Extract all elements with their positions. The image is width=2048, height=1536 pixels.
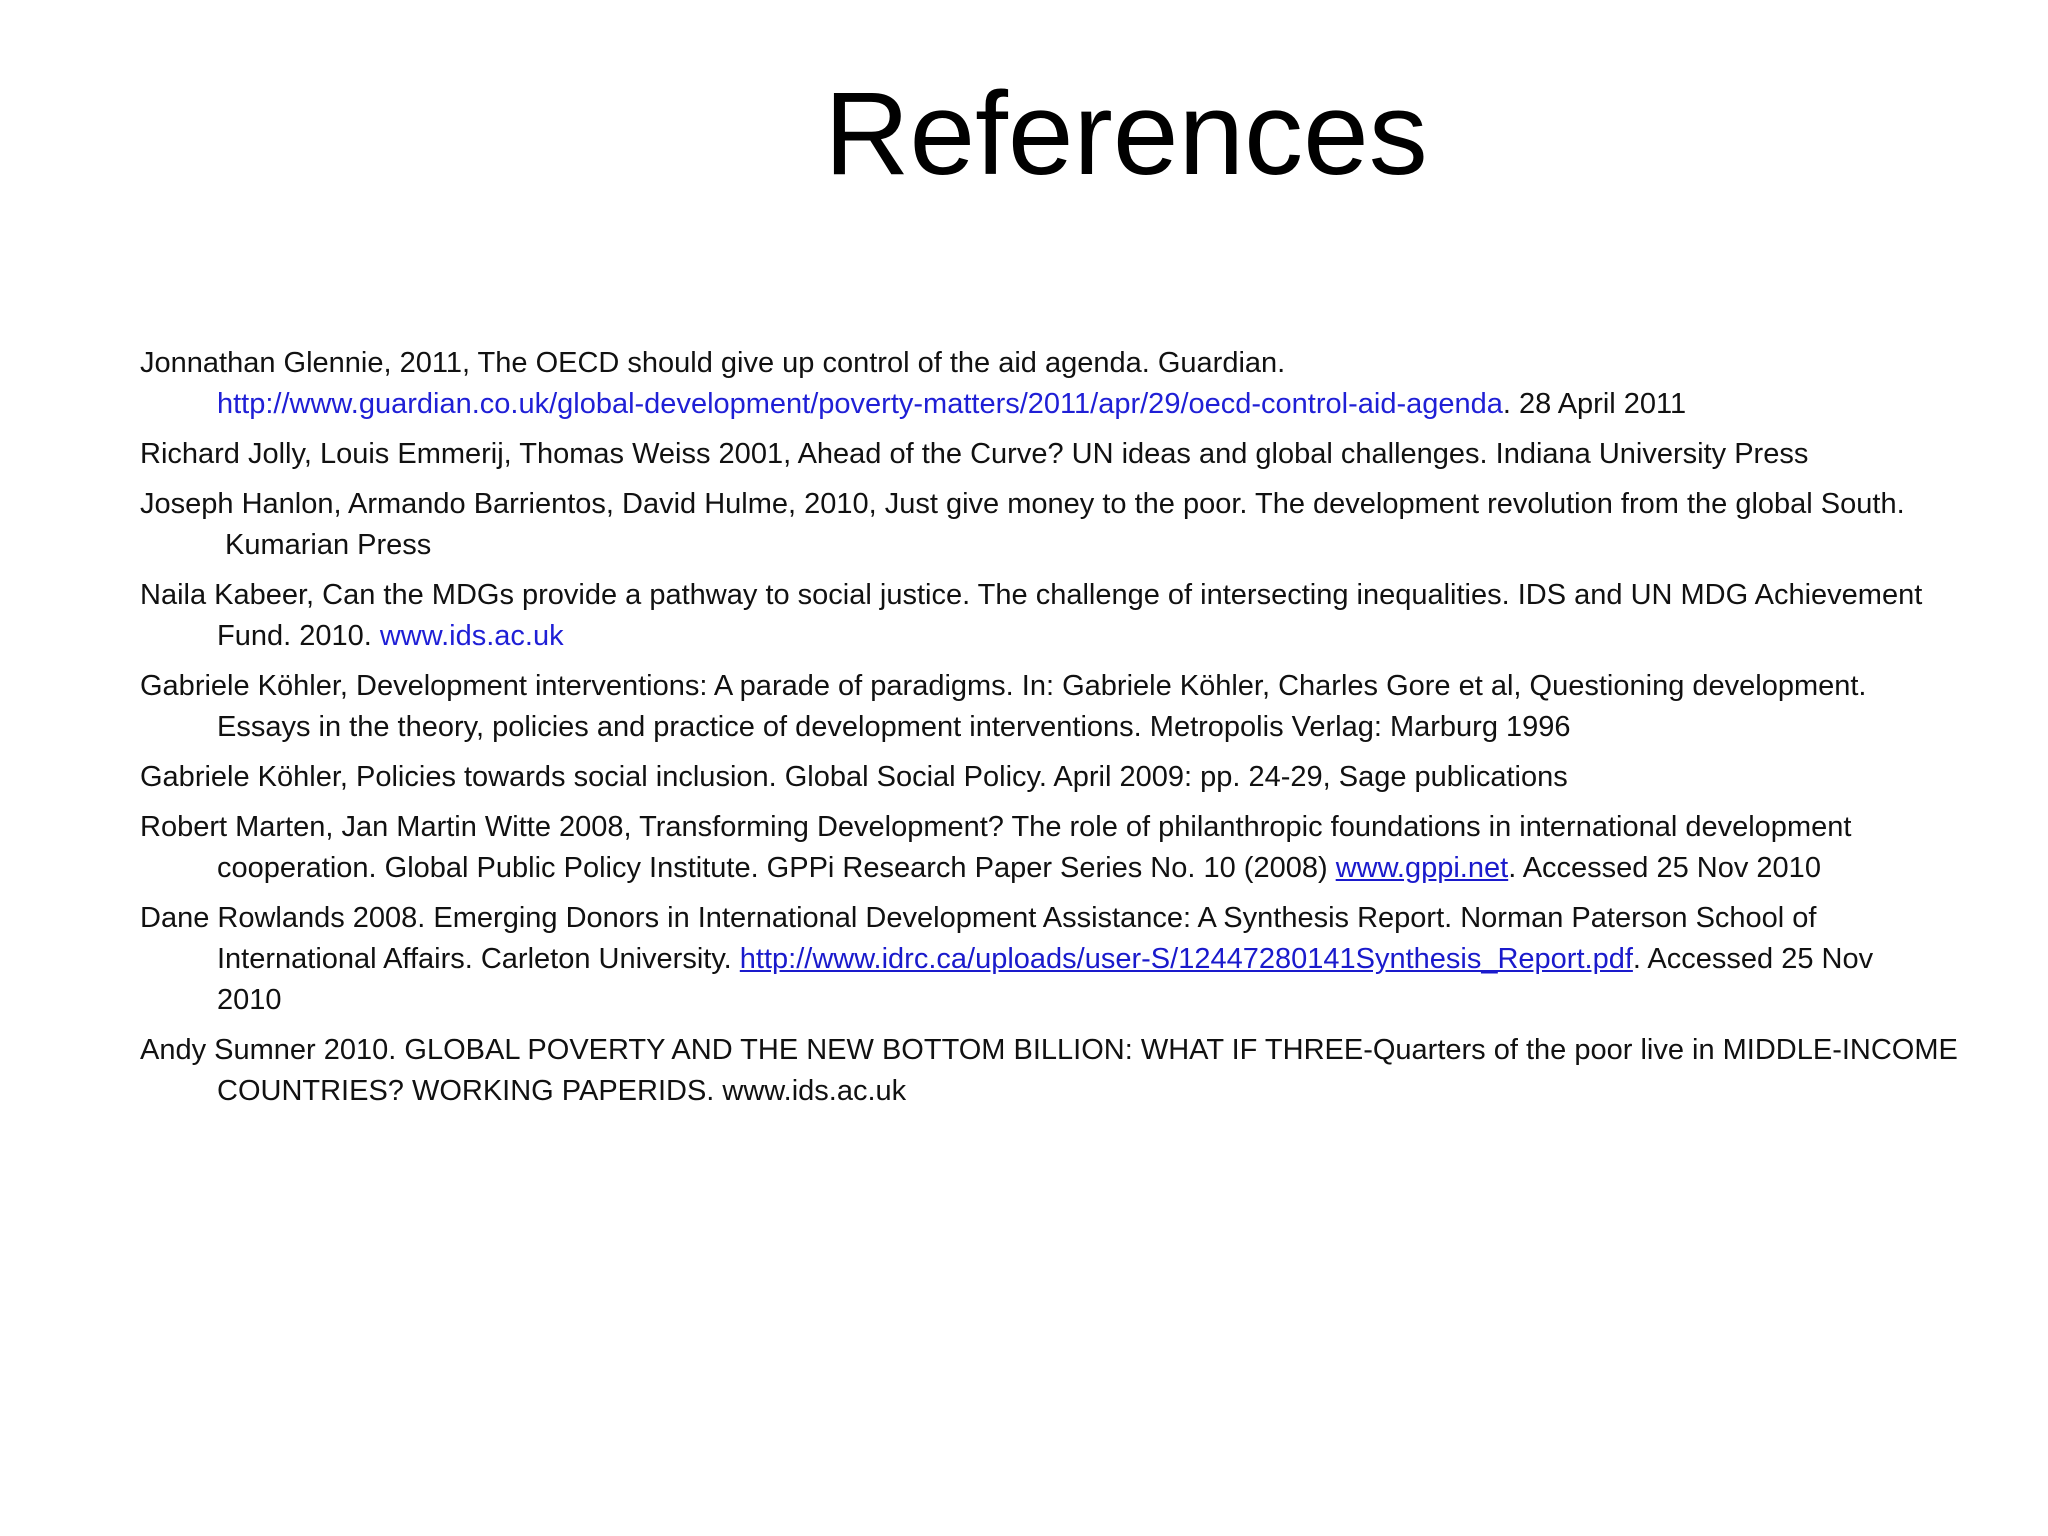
reference-item-marten: [140, 807, 2048, 889]
reference-text: Essays in the theory, policies and practice of development interventions. Metropolis Verlag: Marburg 1996: [217, 711, 1571, 743]
reference-text: Kumarian Press: [225, 529, 432, 561]
reference-text: . 28 April 2011: [1502, 388, 1687, 420]
reference-text: Andy Sumner 2010. GLOBAL POVERTY AND THE NEW BOTTOM BILLION: WHAT IF THREE-Quarters of the poor live in MIDDLE-INCOME: [140, 1034, 1958, 1066]
reference-list: [140, 343, 2048, 1121]
reference-text: 2010: [217, 984, 282, 1016]
reference-text: Joseph Hanlon, Armando Barrientos, David Hulme, 2010, Just give money to the poor. The development revolution from the global South.: [140, 488, 1905, 520]
reference-item-kabeer: [140, 575, 2048, 657]
reference-link-ids[interactable]: www.ids.ac.uk: [379, 620, 564, 652]
reference-text: . Accessed 25 Nov 2010: [1508, 852, 1821, 884]
reference-text: Fund. 2010.: [217, 620, 380, 652]
reference-link-gppi[interactable]: www.gppi.net: [1335, 852, 1509, 884]
reference-text: Gabriele Köhler, Policies towards social inclusion. Global Social Policy. April 2009: pp. 24-29, Sage publications: [140, 761, 1568, 793]
reference-text: Richard Jolly, Louis Emmerij, Thomas Weiss 2001, Ahead of the Curve? UN ideas and global challenges. Indiana University Press: [140, 438, 1809, 470]
reference-link-guardian[interactable]: http://www.guardian.co.uk/global-development/poverty-matters/2011/apr/29/oecd-control-aid-agenda: [217, 388, 1503, 420]
reference-text: Dane Rowlands 2008. Emerging Donors in International Development Assistance: A Synthesis Report. Norman Paterson School of: [140, 902, 1817, 934]
reference-text: COUNTRIES? WORKING PAPERIDS. www.ids.ac.uk: [217, 1075, 907, 1107]
reference-item-hanlon: [140, 484, 2048, 566]
reference-link-idrc[interactable]: http://www.idrc.ca/uploads/user-S/12447280141Synthesis_Report.pdf: [739, 943, 1633, 975]
reference-item-kohler-2009: [140, 757, 2048, 798]
reference-item-sumner: [140, 1030, 2048, 1112]
reference-text: Jonnathan Glennie, 2011, The OECD should give up control of the aid agenda. Guardian.: [140, 347, 1286, 379]
reference-text: Naila Kabeer, Can the MDGs provide a pathway to social justice. The challenge of intersecting inequalities. IDS and UN MDG Achievement: [140, 579, 1923, 611]
reference-text: . Accessed 25 Nov: [1632, 943, 1874, 975]
slide-title: References: [824, 68, 1428, 200]
reference-text: International Affairs. Carleton University.: [217, 943, 740, 975]
reference-item-kohler-1996: [140, 666, 2048, 748]
reference-text: cooperation. Global Public Policy Institute. GPPi Research Paper Series No. 10 (2008): [217, 852, 1336, 884]
reference-text: Gabriele Köhler, Development interventions: A parade of paradigms. In: Gabriele Köhler, Charles Gore et al, Questioning development.: [140, 670, 1867, 702]
reference-item-rowlands: [140, 898, 2048, 1021]
reference-text: Robert Marten, Jan Martin Witte 2008, Transforming Development? The role of philanthropic foundations in international development: [140, 811, 1852, 843]
reference-item-jolly: [140, 434, 2048, 475]
reference-item-glennie: [140, 343, 2048, 425]
